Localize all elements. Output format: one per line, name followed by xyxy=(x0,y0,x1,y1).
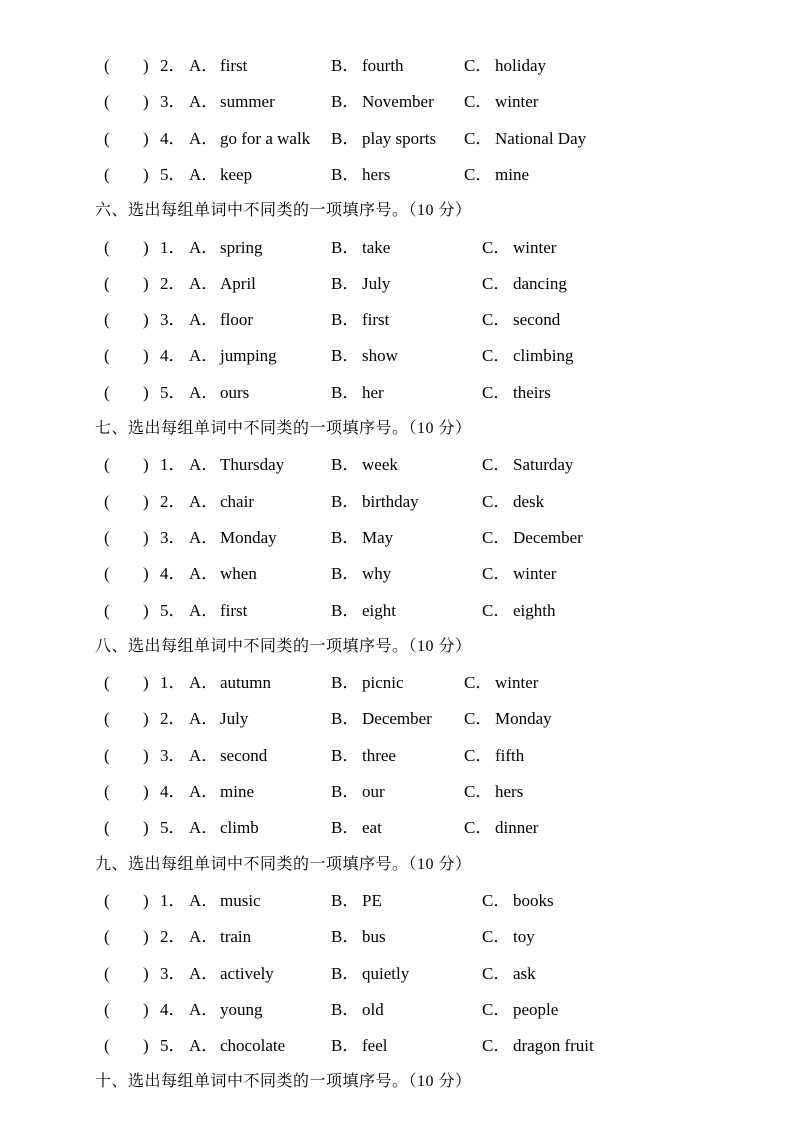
option-b-label: B． xyxy=(331,128,360,148)
option-c-text: December xyxy=(513,527,583,547)
question-number: 4． xyxy=(160,564,186,584)
option-c-text: theirs xyxy=(513,382,551,402)
answer-paren-close: ) xyxy=(143,963,149,983)
option-a-text: when xyxy=(220,564,257,584)
answer-paren-close: ) xyxy=(143,564,149,584)
option-c-text: toy xyxy=(513,927,535,947)
option-a-label: A． xyxy=(189,564,219,584)
question-number: 3． xyxy=(160,527,186,547)
option-a-label: A． xyxy=(189,818,219,838)
question-row xyxy=(0,996,794,1024)
option-a-label: A． xyxy=(189,128,219,148)
option-c-text: Monday xyxy=(495,709,552,729)
option-b-text: birthday xyxy=(362,491,419,511)
answer-paren-close: ) xyxy=(143,527,149,547)
question-number: 2． xyxy=(160,709,186,729)
option-c-label: C． xyxy=(482,564,511,584)
question-row xyxy=(0,960,794,988)
option-b-text: fourth xyxy=(362,56,404,75)
option-a-text: train xyxy=(220,927,252,947)
option-a-text: keep xyxy=(220,164,253,184)
option-b-label: B． xyxy=(331,963,360,983)
option-c-text: hers xyxy=(495,782,524,801)
option-a-label: A． xyxy=(189,673,219,693)
section-heading: 八、选出每组单词中不同类的一项填序号。（10 分） xyxy=(95,637,472,655)
option-b-label: B． xyxy=(331,564,360,584)
answer-paren-close: ) xyxy=(143,237,149,257)
option-b-text: November xyxy=(362,92,434,112)
option-b-label: B． xyxy=(331,1036,360,1056)
option-c-text: eighth xyxy=(513,600,556,620)
answer-paren-close: ) xyxy=(143,818,149,838)
option-b-text: PE xyxy=(362,890,382,910)
question-row xyxy=(0,306,794,334)
option-b-label: B． xyxy=(331,745,360,765)
option-a-text: spring xyxy=(220,237,263,257)
answer-paren-close: ) xyxy=(143,600,149,620)
question-row xyxy=(0,451,794,479)
question-number: 3． xyxy=(160,92,186,112)
option-b-label: B． xyxy=(331,164,360,184)
option-a-text: actively xyxy=(220,963,274,983)
question-row xyxy=(0,814,794,842)
answer-paren-open[interactable]: ( xyxy=(104,273,110,293)
question-row xyxy=(0,524,794,552)
option-a-text: chocolate xyxy=(220,1036,286,1056)
option-b-text: old xyxy=(362,999,384,1019)
question-number: 1． xyxy=(160,673,186,693)
option-b-text: three xyxy=(362,745,396,765)
option-b-text: take xyxy=(362,237,391,257)
answer-paren-open[interactable]: ( xyxy=(104,927,110,947)
question-number: 5． xyxy=(160,164,186,184)
option-a-text: mine xyxy=(220,782,254,801)
option-c-label: C． xyxy=(482,237,511,257)
option-c-label: C． xyxy=(482,999,511,1019)
option-b-text: eight xyxy=(362,600,396,620)
question-number: 4． xyxy=(160,346,186,366)
answer-paren-open[interactable]: ( xyxy=(104,310,110,330)
option-a-text: Thursday xyxy=(220,455,285,475)
question-number: 2． xyxy=(160,491,186,511)
answer-paren-close: ) xyxy=(143,455,149,475)
answer-paren-close: ) xyxy=(143,673,149,693)
option-b-text: play sports xyxy=(362,128,437,148)
answer-paren-open[interactable]: ( xyxy=(104,709,110,729)
question-row xyxy=(0,52,794,80)
option-c-label: C． xyxy=(464,745,493,765)
option-b-label: B． xyxy=(331,999,360,1019)
question-number: 1． xyxy=(160,890,186,910)
option-b-text: eat xyxy=(362,818,382,838)
answer-paren-open[interactable]: ( xyxy=(104,745,110,765)
option-a-label: A． xyxy=(189,455,219,475)
answer-paren-close: ) xyxy=(143,927,149,947)
answer-paren-open[interactable]: ( xyxy=(104,164,110,184)
question-number: 5． xyxy=(160,382,186,402)
option-a-text: first xyxy=(220,600,248,620)
option-a-label: A． xyxy=(189,92,219,112)
option-a-label: A． xyxy=(189,491,219,511)
option-c-label: C． xyxy=(482,382,511,402)
option-c-text: dragon fruit xyxy=(513,1036,594,1056)
option-a-text: music xyxy=(220,890,261,910)
option-a-text: chair xyxy=(220,491,254,511)
question-number: 4． xyxy=(160,999,186,1019)
answer-paren-close: ) xyxy=(143,56,149,75)
answer-paren-close: ) xyxy=(143,128,149,148)
option-b-label: B． xyxy=(331,455,360,475)
option-c-text: dinner xyxy=(495,818,539,838)
option-a-text: go for a walk xyxy=(220,128,311,148)
option-b-label: B． xyxy=(331,237,360,257)
option-a-label: A． xyxy=(189,56,219,75)
option-b-label: B． xyxy=(331,927,360,947)
question-row xyxy=(0,488,794,516)
option-b-text: week xyxy=(362,455,398,475)
answer-paren-open[interactable]: ( xyxy=(104,382,110,402)
option-c-label: C． xyxy=(464,782,493,801)
option-a-label: A． xyxy=(189,963,219,983)
answer-paren-close: ) xyxy=(143,782,149,801)
option-b-label: B． xyxy=(331,346,360,366)
answer-paren-open[interactable]: ( xyxy=(104,128,110,148)
option-c-label: C． xyxy=(482,346,511,366)
question-row xyxy=(0,923,794,951)
question-row xyxy=(0,669,794,697)
question-number: 4． xyxy=(160,128,186,148)
option-b-label: B． xyxy=(331,890,360,910)
answer-paren-close: ) xyxy=(143,745,149,765)
option-c-text: winter xyxy=(513,237,557,257)
option-b-text: her xyxy=(362,382,384,402)
option-b-label: B． xyxy=(331,709,360,729)
answer-paren-close: ) xyxy=(143,382,149,402)
option-a-text: floor xyxy=(220,310,254,330)
option-a-label: A． xyxy=(189,527,219,547)
option-c-text: National Day xyxy=(495,128,587,148)
question-row xyxy=(0,379,794,407)
option-b-text: first xyxy=(362,310,390,330)
option-b-text: picnic xyxy=(362,673,404,693)
option-b-label: B． xyxy=(331,491,360,511)
option-b-label: B． xyxy=(331,527,360,547)
option-a-text: jumping xyxy=(220,346,277,366)
option-a-text: autumn xyxy=(220,673,271,693)
question-row xyxy=(0,778,794,806)
question-number: 3． xyxy=(160,310,186,330)
option-a-label: A． xyxy=(189,310,219,330)
option-c-text: winter xyxy=(495,92,539,112)
question-row xyxy=(0,234,794,262)
answer-paren-close: ) xyxy=(143,273,149,293)
option-a-text: second xyxy=(220,745,268,765)
answer-paren-open[interactable]: ( xyxy=(104,782,110,801)
answer-paren-open[interactable]: ( xyxy=(104,963,110,983)
option-b-text: quietly xyxy=(362,963,410,983)
option-c-label: C． xyxy=(464,709,493,729)
option-a-text: climb xyxy=(220,818,259,838)
option-c-text: winter xyxy=(513,564,557,584)
option-a-label: A． xyxy=(189,745,219,765)
answer-paren-open[interactable]: ( xyxy=(104,999,110,1019)
question-row xyxy=(0,88,794,116)
answer-paren-close: ) xyxy=(143,890,149,910)
option-b-text: May xyxy=(362,527,394,547)
answer-paren-close: ) xyxy=(143,999,149,1019)
option-b-text: our xyxy=(362,782,385,801)
question-number: 5． xyxy=(160,1036,186,1056)
question-number: 2． xyxy=(160,56,186,75)
option-a-label: A． xyxy=(189,999,219,1019)
option-c-text: books xyxy=(513,890,554,910)
question-row xyxy=(0,560,794,588)
answer-paren-open[interactable]: ( xyxy=(104,890,110,910)
answer-paren-open[interactable]: ( xyxy=(104,818,110,838)
option-a-text: summer xyxy=(220,92,275,112)
option-c-label: C． xyxy=(482,600,511,620)
answer-paren-open[interactable]: ( xyxy=(104,491,110,511)
option-a-label: A． xyxy=(189,927,219,947)
option-c-text: winter xyxy=(495,673,539,693)
option-b-label: B． xyxy=(331,92,360,112)
answer-paren-open[interactable]: ( xyxy=(104,92,110,112)
option-a-text: young xyxy=(220,999,263,1019)
option-c-text: desk xyxy=(513,491,545,511)
option-a-text: ours xyxy=(220,382,250,402)
answer-paren-close: ) xyxy=(143,1036,149,1056)
question-row xyxy=(0,742,794,770)
option-b-label: B． xyxy=(331,273,360,293)
question-row xyxy=(0,342,794,370)
question-row xyxy=(0,705,794,733)
option-a-label: A． xyxy=(189,273,219,293)
question-number: 1． xyxy=(160,237,186,257)
answer-paren-close: ) xyxy=(143,164,149,184)
question-number: 3． xyxy=(160,963,186,983)
option-c-label: C． xyxy=(464,164,493,184)
section-heading: 九、选出每组单词中不同类的一项填序号。（10 分） xyxy=(95,855,472,873)
option-b-label: B． xyxy=(331,818,360,838)
option-a-label: A． xyxy=(189,1036,219,1056)
option-a-text: first xyxy=(220,56,248,75)
answer-paren-close: ) xyxy=(143,346,149,366)
answer-paren-open[interactable]: ( xyxy=(104,1036,110,1056)
question-number: 1． xyxy=(160,455,186,475)
question-row xyxy=(0,887,794,915)
answer-paren-open[interactable]: ( xyxy=(104,600,110,620)
answer-paren-open[interactable]: ( xyxy=(104,56,110,75)
option-c-text: climbing xyxy=(513,346,574,366)
option-c-label: C． xyxy=(482,310,511,330)
option-c-text: ask xyxy=(513,963,536,983)
option-c-label: C． xyxy=(464,818,493,838)
option-c-text: holiday xyxy=(495,56,546,75)
option-b-label: B． xyxy=(331,673,360,693)
answer-paren-open[interactable]: ( xyxy=(104,237,110,257)
option-c-text: dancing xyxy=(513,273,567,293)
question-number: 2． xyxy=(160,273,186,293)
section-heading: 六、选出每组单词中不同类的一项填序号。（10 分） xyxy=(95,202,472,220)
option-a-text: Monday xyxy=(220,527,277,547)
answer-paren-open[interactable]: ( xyxy=(104,564,110,584)
question-number: 2． xyxy=(160,927,186,947)
option-b-text: hers xyxy=(362,164,391,184)
option-c-label: C． xyxy=(482,491,511,511)
option-c-text: fifth xyxy=(495,745,525,765)
question-number: 5． xyxy=(160,600,186,620)
option-b-text: December xyxy=(362,709,432,729)
option-a-label: A． xyxy=(189,164,219,184)
option-a-text: July xyxy=(220,709,249,729)
option-b-text: bus xyxy=(362,927,386,947)
option-b-text: feel xyxy=(362,1036,388,1056)
question-row xyxy=(0,161,794,189)
question-row xyxy=(0,1032,794,1060)
question-number: 3． xyxy=(160,745,186,765)
option-c-text: mine xyxy=(495,164,529,184)
question-row xyxy=(0,597,794,625)
section-heading: 十、选出每组单词中不同类的一项填序号。（10 分） xyxy=(95,1073,472,1091)
option-b-label: B． xyxy=(331,310,360,330)
question-number: 4． xyxy=(160,782,186,801)
option-c-label: C． xyxy=(482,273,511,293)
answer-paren-close: ) xyxy=(143,709,149,729)
option-b-label: B． xyxy=(331,382,360,402)
option-c-label: C． xyxy=(464,56,493,75)
option-a-label: A． xyxy=(189,346,219,366)
option-c-label: C． xyxy=(482,455,511,475)
option-a-label: A． xyxy=(189,237,219,257)
option-c-label: C． xyxy=(482,527,511,547)
answer-paren-close: ) xyxy=(143,491,149,511)
option-c-label: C． xyxy=(464,673,493,693)
question-number: 5． xyxy=(160,818,186,838)
answer-paren-close: ) xyxy=(143,310,149,330)
option-c-label: C． xyxy=(464,128,493,148)
option-c-text: second xyxy=(513,310,561,330)
answer-paren-open[interactable]: ( xyxy=(104,673,110,693)
answer-paren-open[interactable]: ( xyxy=(104,527,110,547)
question-row xyxy=(0,270,794,298)
answer-paren-open[interactable]: ( xyxy=(104,455,110,475)
option-a-label: A． xyxy=(189,782,219,801)
option-a-label: A． xyxy=(189,382,219,402)
option-b-text: show xyxy=(362,346,398,366)
option-b-text: why xyxy=(362,564,392,584)
option-c-label: C． xyxy=(482,890,511,910)
question-row xyxy=(0,125,794,153)
option-a-label: A． xyxy=(189,600,219,620)
option-b-label: B． xyxy=(331,782,360,801)
option-a-text: April xyxy=(220,273,256,293)
option-c-label: C． xyxy=(482,963,511,983)
option-b-label: B． xyxy=(331,600,360,620)
option-a-label: A． xyxy=(189,890,219,910)
section-heading: 七、选出每组单词中不同类的一项填序号。（10 分） xyxy=(95,420,472,437)
option-c-text: people xyxy=(513,999,559,1019)
option-c-label: C． xyxy=(464,92,493,112)
option-c-label: C． xyxy=(482,1036,511,1056)
option-b-text: July xyxy=(362,273,391,293)
answer-paren-open[interactable]: ( xyxy=(104,346,110,366)
option-c-text: Saturday xyxy=(513,455,574,475)
answer-paren-close: ) xyxy=(143,92,149,112)
option-b-label: B． xyxy=(331,56,360,75)
option-c-label: C． xyxy=(482,927,511,947)
option-a-label: A． xyxy=(189,709,219,729)
